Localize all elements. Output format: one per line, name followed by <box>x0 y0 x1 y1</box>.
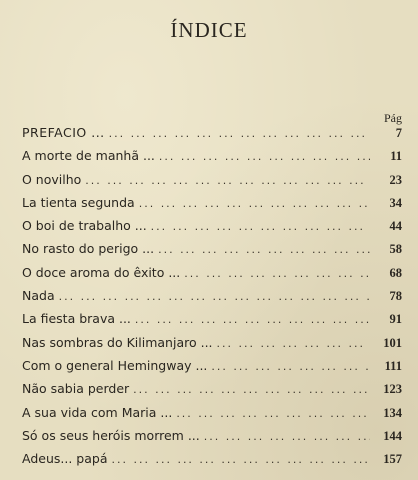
toc-entry-page: 34 <box>389 195 402 210</box>
toc-entry <box>22 172 402 195</box>
toc-entry-page: 68 <box>389 265 402 280</box>
dot-leader <box>159 150 370 163</box>
toc-entry-page: 7 <box>395 126 402 140</box>
toc-entry-title: Não sabia perder <box>22 381 130 397</box>
toc-entry-page: 58 <box>389 242 402 257</box>
toc-entry-page: 144 <box>383 428 402 443</box>
toc-entry <box>22 335 402 358</box>
toc-entry <box>22 428 402 451</box>
dot-leader <box>109 127 370 140</box>
toc-entry-title: Nas sombras do Kilimanjaro ... <box>22 334 213 350</box>
toc-entry <box>22 265 402 288</box>
toc-entry-page: 23 <box>389 172 402 187</box>
toc-entry-page: 111 <box>384 358 402 373</box>
dot-leader <box>176 407 370 420</box>
toc-entry-title: La fiesta brava ... <box>22 311 131 327</box>
toc-entry-title: No rasto do perigo ... <box>22 241 155 257</box>
toc-entry-page: 11 <box>390 149 402 164</box>
page-column-label: Pág <box>384 111 402 125</box>
toc-entry-title: Adeus... papá <box>22 451 108 467</box>
dot-leader <box>158 243 370 256</box>
toc-entry-title: PREFACIO ... <box>22 125 105 140</box>
toc-entry <box>22 311 402 334</box>
toc-entry-title: A morte de manhã ... <box>22 148 155 164</box>
dot-leader <box>204 430 370 443</box>
toc-entry <box>22 358 402 381</box>
dot-leader <box>184 267 370 280</box>
dot-leader <box>59 290 370 303</box>
toc-entry-title: Só os seus heróis morrem ... <box>22 427 200 443</box>
toc-entry <box>22 451 402 474</box>
toc-entry-page: 134 <box>383 405 402 420</box>
toc-entry-title: La tienta segunda <box>22 194 135 210</box>
toc-entry <box>22 148 402 171</box>
toc-entry <box>22 381 402 404</box>
dot-leader <box>151 220 370 233</box>
dot-leader <box>135 313 370 326</box>
toc-entry <box>22 195 402 218</box>
toc-entry-page: 44 <box>389 219 402 234</box>
toc-entry-page: 78 <box>389 289 402 304</box>
dot-leader <box>85 174 370 187</box>
toc-entry-title: Nada <box>22 288 55 304</box>
toc-entry-title: A sua vida com Maria ... <box>22 404 173 420</box>
toc-entry-page: 101 <box>383 335 402 350</box>
dot-leader <box>133 383 370 396</box>
toc-entry <box>22 241 402 264</box>
dot-leader <box>217 337 370 350</box>
dot-leader <box>139 197 370 210</box>
toc-entry <box>22 288 402 311</box>
dot-leader <box>111 453 370 466</box>
toc-entry <box>22 405 402 428</box>
toc-entry-title: O doce aroma do êxito ... <box>22 264 181 280</box>
table-of-contents <box>22 125 402 474</box>
toc-entry-title: O novilho <box>22 171 82 187</box>
index-heading: ÍNDICE <box>170 18 248 42</box>
toc-entry-page: 91 <box>389 312 402 327</box>
toc-entry-page: 157 <box>383 452 402 467</box>
toc-entry <box>22 125 402 148</box>
toc-entry-title: Com o general Hemingway ... <box>22 357 208 373</box>
toc-entry-title: O boi de trabalho ... <box>22 218 147 234</box>
toc-entry <box>22 218 402 241</box>
dot-leader <box>211 360 370 373</box>
toc-entry-page: 123 <box>383 382 402 397</box>
